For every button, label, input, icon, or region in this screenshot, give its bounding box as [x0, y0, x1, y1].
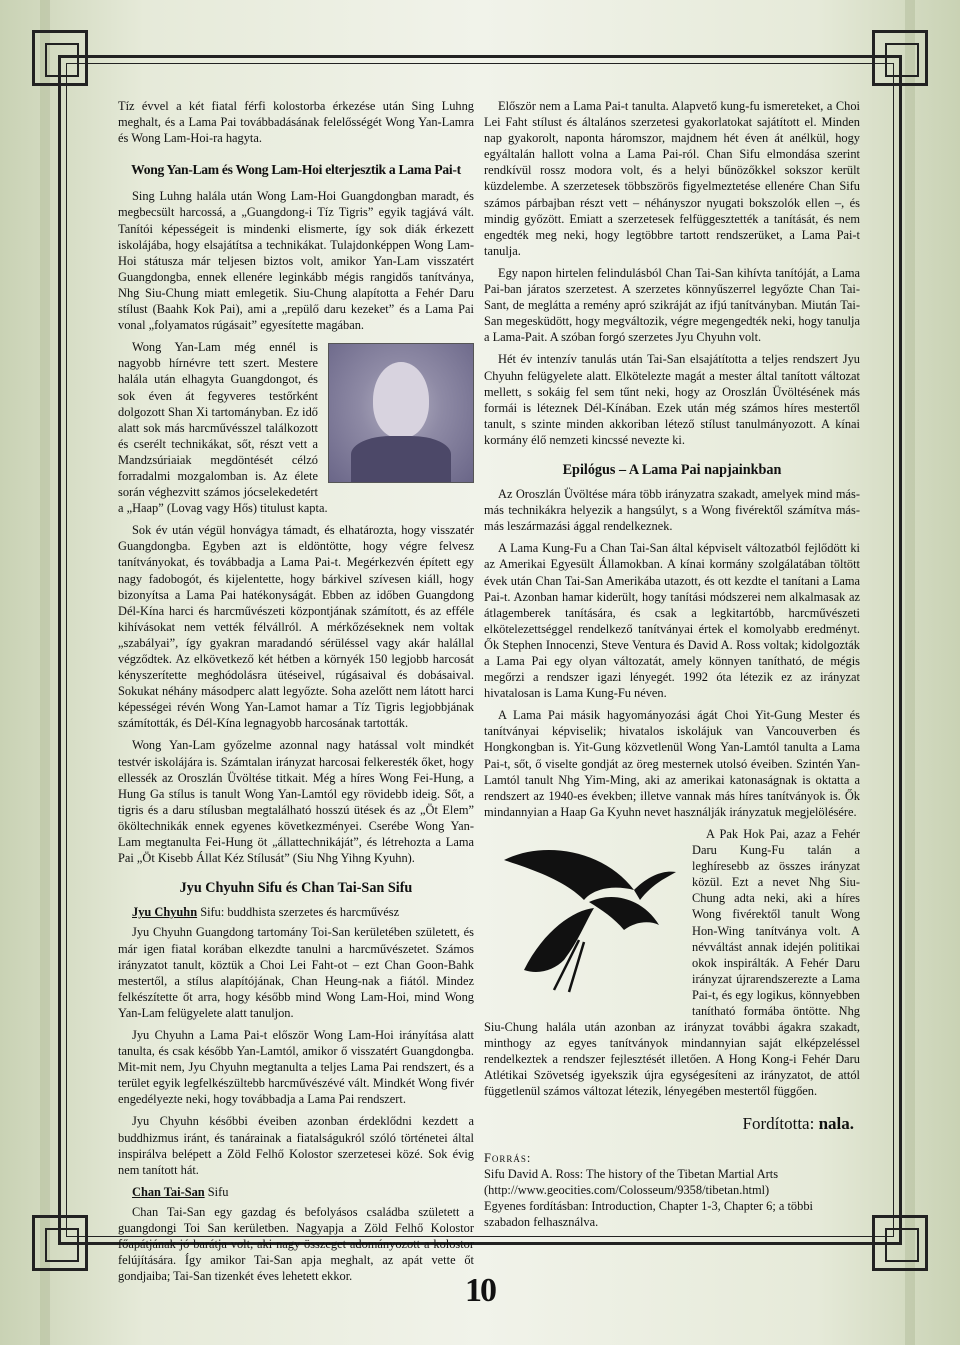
translator-signature — [484, 1113, 854, 1133]
section-heading: Wong Yan-Lam és Wong Lam-Hoi elterjesztik a Lama Pai-t — [131, 162, 461, 178]
subheading — [118, 1184, 474, 1200]
paragraph: Wong Yan-Lam győzelme azonnal nagy hatással volt mindkét testvér iskolájára is. Számtalan irányzat harcosai felkeresték őket, hogy ellessék az Oroszlán Üvöltése titkait. Még a híres Wong Fei-Hung, a Hung Ga stílus is tanult Wong Yan-Lamtól egy rövidebb ideig. Sőt, a tigris és a daru stílusban megtalálható hosszú ütések és az „Öt Elem” ököltechnikák ennek egyenes következményei. Cserébe Wong Yan-Lam megtanulta Fei-Hung öt „állattechnikáját”, és létrehozta a Lama Pai „Öt Kisebb Állat Kéz Stílusát” (Siu Nhg Yihng Kyuhn). — [118, 738, 474, 866]
paragraph: Hét év intenzív tanulás után Tai-San elsajátította a teljes rendszert Jyu Chyuhn felügyelete alatt. Elkötelezte magát a mester által tanított változat mellett, s sokáig fel sem tűnt neki, hogy az Oroszlán Üvöltésének más formái is léteznek Dél-Kínában. Ezek után még számos híres mestertől tanult, s szinte minden akkoriban létező stílust tanulmányozott. A kínai kormány élő nemzeti kincssé nevezte ki. — [484, 352, 860, 447]
paragraph: Jyu Chyuhn későbbi éveiben azonban érdeklődni kezdett a buddhizmus iránt, és tanárainak a fiatalságukról szóló történetei által inspirálva belépett a Zöld Felhő Kolostor szerzetesei közé. Sok évig nem tanított hát. — [118, 1114, 474, 1177]
signature-name: nala. — [818, 1113, 854, 1133]
paragraph: Sing Luhng halála után Wong Lam-Hoi Guangdongban maradt, és megbecsült harcossá, a „Guangdong-i Tíz Tigris” egyik tagjává vált. Tanítói képességeit is mindenki elismerte, így sok diák érkezett iskolájába, hogy elsajátítsa a technikákat. Tulajdonképpen Wong Lam-Hoi státusza már teljesen biztos volt, amikor Yan-Lam visszatért Guangdongba, ennek ellenére leginkább mégis rangidős tanítványa, Nhg Siu-Chung miatt emlegetik. Siu-Chung alapította a Fehér Daru stílust (Baahk Kok Pai), ami a „repülő daru kezeket” és a Lama Pai vonal „folyamatos rúgásait” egyesítette magában. — [118, 189, 474, 333]
paragraph: Jyu Chyuhn a Lama Pai-t először Wong Lam-Hoi irányítása alatt tanulta, és csak később Yan-Lamtól, amikor ő visszatért Guangdongba. Mit-mit nem, Jyu Chyuhn megtanulta a teljes Lama Pai rendszert, és a terület egyik legfelkészültebb harcművészévé vált. Mindkét Wong fivér engedélyezte neki, hogy továbbadja a Lama Pai rendszert. — [118, 1027, 474, 1107]
subheading — [118, 904, 474, 920]
paragraph: Sok év után végül honvágya támadt, és elhatározta, hogy visszatér Guangdongba. Egyben azt is eldöntötte, hogy végre felvesz tanítványokat, és továbbadja a Lama Pai-t. Megérkezvén épített egy nagy fadobogót, és kijelentette, hogy bárkivel szívesen kiáll, hogy bizonyítsa a Lama Pai hatékonyságát. Ebben az időben Guangdong Dél-Kína harci és harcművészeti központjának számított, és az efféle kihívásokat nem vették félvállról. A mérkőzéseknek nem voltak „szabályai”, így gyakran maradandó sérüléssel vagy akár halállal végződtek. Az elkövetkező két hétben a környék 150 legjobb harcosát kényszerítette meghódolásra ütéseivel, rúgásaival és dobásaival. Sokukat néhány másodperc alatt legyőzte. Soha azelőtt nem látott harci képességei révén Wong Yan-Lamot hamar a Tíz Tigris legjobbjának számították, és Dél-Kína legnagyobb harcosának tartották. — [118, 523, 474, 731]
left-column — [118, 98, 474, 1290]
subheading-rest: Sifu — [204, 1184, 229, 1199]
signature-label: Fordította: — [742, 1113, 819, 1133]
source-block — [484, 1150, 860, 1230]
bamboo-stalk — [40, 0, 50, 1345]
paragraph: Az Oroszlán Üvöltése mára több irányzatra szakadt, amelyek mind más-más technikákra helyezik a hangsúlyt, s a Wong fivérektől számítva más-más leszármazási ággal rendelkeznek. — [484, 487, 860, 534]
right-column — [484, 98, 860, 1230]
paragraph: Chan Tai-San egy gazdag és befolyásos családba született a guangdongi Toi San kerületben. Nagyapja a Zöld Felhő Kolostor főapátjának jó barátja volt, aki nagy összeget adományozott a kolostor felújítására. Így amikor Tai-San apja meghalt, az apát vette őt gondjaiba; Tai-San tizenkét éves lehetett ekkor. — [118, 1204, 474, 1284]
bamboo-stalk — [905, 0, 915, 1345]
subheading-rest: Sifu: buddhista szerzetes és harcművész — [197, 905, 400, 920]
source-label: Forrás: — [484, 1150, 532, 1165]
portrait-photo — [328, 343, 474, 483]
intro-paragraph: Tíz évvel a két fiatal férfi kolostorba érkezése után Sing Luhng meghalt, és a Lama Pai továbbadásának felelősségét Wong Yan-Lamra és Wong Lam-Hoi-ra hagyta. — [118, 99, 474, 146]
source-line: Sifu David A. Ross: The history of the Tibetan Martial Arts — [484, 1166, 779, 1181]
paragraph: Egy napon hirtelen felindulásból Chan Tai-San kihívta tanítóját, a Lama Pai-ban járatos szerzetest. A szerzetes könnyűszerrel legyőzte Chan Tai-Sant, de meglátta a remény apró szikráját az ifjú tanítványban. Miután Tai-San megesküdött, hogy megváltozik, végre megengedték neki, hogy tanulja a Lama-Pait. A szóban forgó szerzetes Jyu Chyuhn volt. — [484, 265, 860, 345]
paragraph: Jyu Chyuhn Guangdong tartomány Toi-San kerületében született, és már igen fiatal korában elkezdte tanulni a harcművészetet. Számos irányzatot tanult, köztük a Choi Lei Faht-ot – ezt Chan Goon-Bahk mestertől, a stílus alapítójának, Chan Heung-nak a fiától. Mindez felkészítette őt arra, hogy később mind Wong Lam-Hoi, mind Wong Yan-Lam felügyelete alatt tanuljon. — [118, 925, 474, 1020]
paragraph: A Pak Hok Pai, azaz a Fehér Daru Kung-Fu talán a leghíresebb az összes irányzat közül. Ezt a nevet Nhg Siu-Chung adta neki, aki a híres Wong fivérektől tanult Wong Hon-Wing tanítványa volt. A névváltást annak idején politikai okok inspirálták. A Fehér Daru irányzat újrarendszerezte a Lama Pai-t, és egy logikus, könnyebben tanítható formába öntötte. Nhg Siu-Chung halála után azonban az irányzat további ágakra szakadt, minthogy az egyes tanítványok mindannyian saját elképzeléssel rendelkeztek a rendszer fejlesztését illetően. A Hong Kong-i Fehér Daru Atlétikai Szövetség igyekszik újra egységesíteni az irányzatot, de attól függetlenül számos változat létezik, lényegében mestertől függően. — [484, 826, 860, 1099]
crane-illustration — [484, 830, 684, 1000]
subheading-name: Jyu Chyuhn — [132, 905, 198, 920]
paragraph: A Lama Kung-Fu a Chan Tai-San által képviselt változatból fejlődött ki az Amerikai Egyesült Államokban. A kínai kormány szolgálatában töltött évek után Chan Tai-San Amerikába utazott, és ott kezdte el tanítani a Lama Pai-t. Azonban hamar kiderült, hogy tanítási módszerei nem alkalmasak az átlagemberek tanítására, és csak a legkitartóbb, harcművészeti elkötelezettséggel rendelkező tanítványai értek el komolyabb eredményt. Ők Stephen Innocenzi, Steve Ventura és David A. Ross voltak; kidolgozták a Lama Pai egy olyan változatát, amely könnyen tanítható, de mégis megőrzi a rendszer igazi lényegét. 1992 óta létezik ez az irányzat hivatalosan is Lama Kung-Fu néven. — [484, 541, 860, 701]
paragraph: Először nem a Lama Pai-t tanulta. Alapvető kung-fu ismereteket, a Choi Lei Faht stílust és általános szerzetesi gyakorlatokat sajátított el. Minden nap gyakorolt, naponta háromszor, majdnem hét éven át anélkül, hogy egyáltalán hallott volna a Lama Pai-ról. Chan Sifu elmondása szerint rendkívül rossz modora volt, és a helyi bűnözőkkel sokszor került küzdelembe. A szerzetesek többszörös figyelmeztetése ellenére Chan Sifu számos párbajban részt vett – néhányszor nyugati bokszolók ellen –, és mindig győzött. Emiatt a szerzetesek felfüggesztették a tanítását, és nem engedték meg neki, hogy legtöbbre tartott rendszerüket, a Lama Pai-t tanulja. — [484, 99, 860, 258]
portrait-face — [373, 362, 429, 438]
portrait-body — [351, 436, 451, 482]
paragraph: A Lama Pai másik hagyományozási ágát Choi Yit-Gung Mester és tanítványai képviselik; hivatalos iskolájuk van Vancouverben és Hongkongban is. Yit-Gung közvetlenül Wong Yan-Lamtól tanulta a Lama Pai-t, sőt, ő viselte gondját az öreg mesternek utolsó éveiben. Szintén Yan-Lamtól tanult Nhg Yim-Ming, aki az amerikai katonaságnak is oktatta a rendszert az 1940-es években; illetve vannak más híres tanítványok is. Ők mindannyian a Haap Ga Kyuhn nevet használják irányzatuk megjelölésére. — [484, 708, 860, 819]
paragraph: Wong Yan-Lam még ennél is nagyobb hírnévre tett szert. Mestere halála után elhagyta Guangdongot, és sok éven át fegyveres testőrként dolgozott Shan Xi tartományban. Ez idő alatt sok más harcművésszel találkozott és cserélt technikákat, sőt, részt vett a Mandzsúriaiak megdöntését célzó forradalmi mozgalomban is. Az élete során véghezvitt számos jócselekedetért a „Haap” (Lovag vagy Hős) titulust kapta. — [118, 340, 328, 516]
source-line: Egyenes fordításban: Introduction, Chapter 1-3, Chapter 6; a többi szabadon felhasználva. — [484, 1198, 813, 1229]
source-url: (http://www.geocities.com/Colosseum/9358/tibetan.html) — [484, 1182, 770, 1197]
section-heading: Epilógus – A Lama Pai napjainkban — [562, 461, 782, 478]
page-number: 10 — [465, 1272, 495, 1309]
subheading-name: Chan Tai-San — [132, 1184, 205, 1199]
section-heading: Jyu Chyuhn Sifu és Chan Tai-San Sifu — [179, 880, 413, 897]
